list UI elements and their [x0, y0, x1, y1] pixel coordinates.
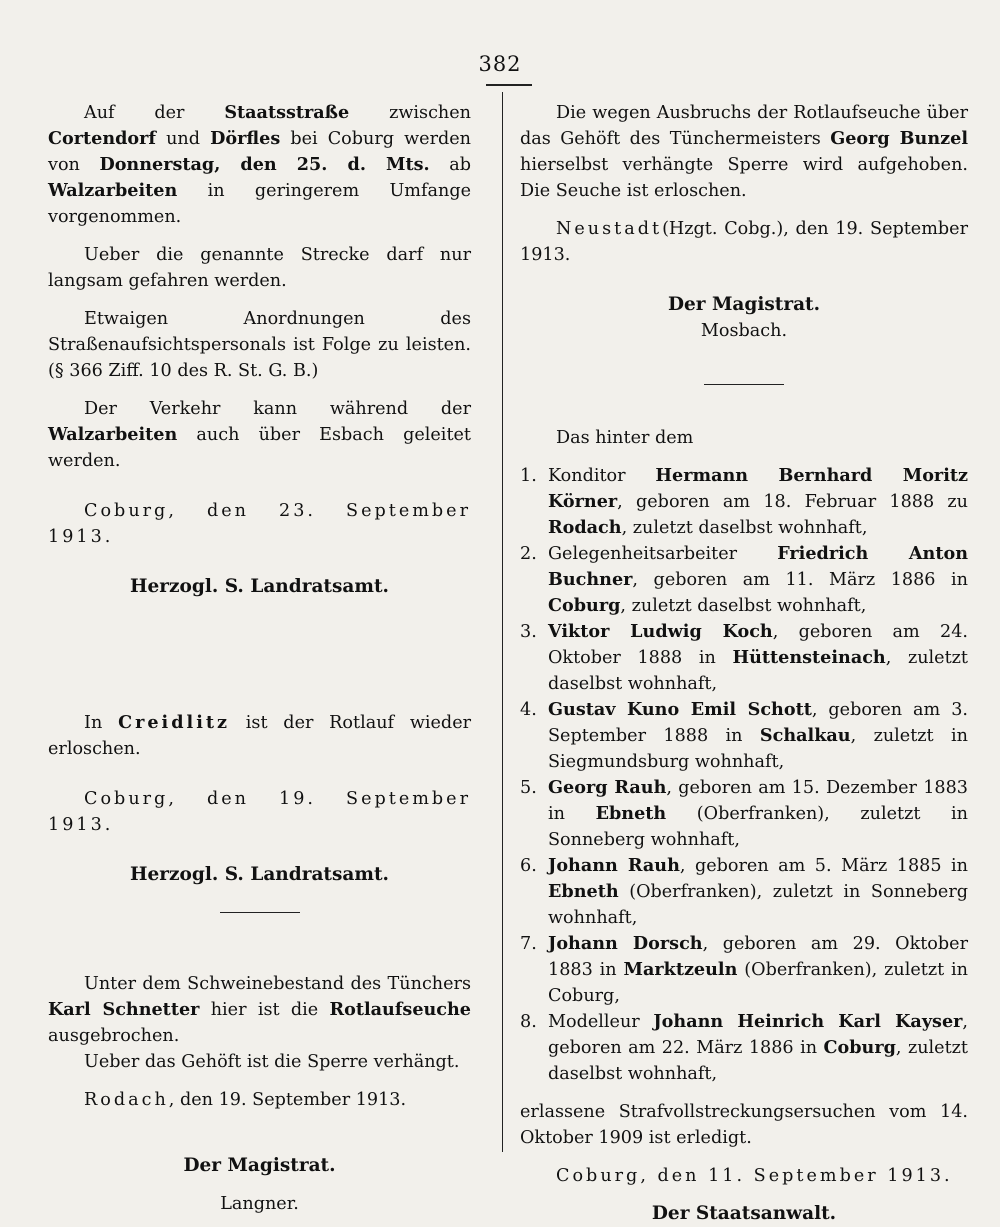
list-item: [520, 853, 968, 931]
list-item: [520, 463, 968, 541]
right-column: [520, 100, 968, 1227]
place-date: Rodach, den 19. September 1913.: [84, 1090, 407, 1110]
item-birth: , geboren am 15. Dezember 1883 in: [548, 778, 968, 824]
left-column: [48, 100, 471, 1217]
item-birth: , geboren am 11. März 1886 in: [632, 570, 968, 590]
notice-sperre-aufgehoben: [520, 100, 968, 385]
notice-paragraph: Die wegen Ausbruchs der Rotlaufseuche über das Gehöft des Tünchermeisters Georg Bunzel hierselbst verhängte Sperre wird aufgehoben. Die Seuche ist erloschen.: [520, 103, 968, 201]
notice-paragraph: Etwaigen Anordnungen des Straßenaufsichtspersonals ist Folge zu leisten. (§ 366 Ziff. 10 des R. St. G. B.): [48, 309, 471, 381]
item-name: Friedrich Anton Buchner: [548, 543, 969, 590]
notice-paragraph: Der Verkehr kann während der Walzarbeiten auch über Esbach geleitet werden.: [48, 399, 471, 471]
item-birth: , geboren am 24. Oktober 1888 in: [548, 622, 968, 668]
item-number: 6.: [520, 856, 537, 876]
place-date: Neustadt(Hzgt. Cobg.), den 19. September 1913.: [520, 219, 968, 265]
item-birth: , geboren am 29. Oktober 1883 in: [548, 934, 968, 980]
item-name: Hermann Bernhard Moritz Körner: [548, 465, 968, 512]
item-birthplace: Coburg: [548, 595, 621, 616]
column-divider: [502, 92, 503, 1152]
item-residence: (Oberfranken), zuletzt in Sonneberg wohnhaft,: [548, 804, 968, 850]
signer: Der Magistrat.: [183, 1155, 336, 1176]
item-residence: , zuletzt daselbst wohnhaft,: [621, 518, 868, 538]
item-occupation: Konditor: [548, 466, 656, 486]
notice-paragraph: Ueber das Gehöft ist die Sperre verhängt.: [84, 1052, 460, 1072]
item-residence: , zuletzt daselbst wohnhaft,: [548, 648, 969, 694]
item-occupation: Gelegenheitsarbeiter: [548, 544, 778, 564]
item-birthplace: Schalkau: [759, 725, 851, 746]
item-birthplace: Coburg: [823, 1037, 896, 1058]
item-birthplace: Hüttensteinach: [732, 647, 886, 668]
item-name: Gustav Kuno Emil Schott: [548, 699, 812, 720]
notice-rotlauf-creidlitz: [48, 710, 471, 913]
notice-closing: erlassene Strafvollstreckungsersuchen vom 14. Oktober 1909 ist erledigt.: [520, 1102, 968, 1148]
item-birth: , geboren am 3. September 1888 in: [548, 700, 968, 746]
notice-strafvollstreckung: [520, 425, 968, 1227]
notice-paragraph: In Creidlitz ist der Rotlauf wieder erloschen.: [48, 712, 472, 759]
item-residence: (Oberfranken), zuletzt in Coburg,: [548, 960, 969, 1006]
signer: Herzogl. S. Landratsamt.: [130, 576, 389, 597]
item-occupation: Modelleur: [548, 1012, 654, 1032]
item-number: 4.: [520, 700, 537, 720]
list-item: [520, 931, 968, 1009]
page-number-rule: [486, 84, 532, 86]
item-name: Johann Rauh: [548, 855, 680, 876]
item-number: 5.: [520, 778, 537, 798]
list-item: [520, 541, 968, 619]
item-birthplace: Ebneth: [548, 881, 619, 902]
signer: Der Magistrat.: [667, 294, 821, 315]
sub-signer: Mosbach.: [700, 321, 788, 341]
list-item: [520, 775, 968, 853]
sub-signer: Langner.: [220, 1194, 299, 1214]
item-number: 8.: [520, 1012, 537, 1032]
item-birth: , geboren am 18. Februar 1888 zu: [617, 492, 968, 512]
item-number: 2.: [520, 544, 537, 564]
item-residence: (Oberfranken), zuletzt in Sonneberg wohnhaft,: [548, 882, 968, 928]
notice-road-works: [48, 100, 471, 600]
list-item: [520, 1009, 968, 1087]
item-birth: , geboren am 22. März 1886 in: [548, 1012, 968, 1058]
list-item: [520, 697, 968, 775]
notice-rotlauf-schnetter: [48, 971, 471, 1217]
item-number: 7.: [520, 934, 537, 954]
item-residence: , zuletzt daselbst wohnhaft,: [548, 1038, 969, 1084]
place-date: Coburg, den 11. September 1913.: [556, 1166, 953, 1186]
place-date: Coburg, den 23. September 1913.: [48, 501, 471, 547]
notice-paragraph: Ueber die genannte Strecke darf nur langsam gefahren werden.: [48, 245, 471, 291]
item-birth: , geboren am 5. März 1885 in: [679, 856, 968, 876]
item-birthplace: Rodach: [548, 517, 622, 538]
page-number: 382: [478, 52, 522, 76]
signer: Herzogl. S. Landratsamt.: [130, 864, 389, 885]
item-birthplace: Ebneth: [595, 803, 667, 824]
notice-intro: Das hinter dem: [556, 428, 694, 448]
notice-paragraph: Auf der Staatsstraße zwischen Cortendorf und Dörfles bei Coburg werden von Donnerstag, den 25. d. Mts. ab Walzarbeiten in geringerem Umfange vorgenommen.: [48, 102, 471, 227]
item-birthplace: Marktzeuln: [623, 959, 738, 980]
person-list: [520, 463, 968, 1087]
item-name: Georg Rauh: [548, 777, 667, 798]
item-number: 3.: [520, 622, 537, 642]
item-number: 1.: [520, 466, 537, 486]
signer: Der Staatsanwalt.: [651, 1203, 837, 1224]
list-item: [520, 619, 968, 697]
notice-paragraph: Unter dem Schweinebestand des Tünchers Karl Schnetter hier ist die Rotlaufseuche ausgebrochen.: [48, 974, 471, 1046]
item-name: Johann Dorsch: [548, 933, 703, 954]
item-residence: , zuletzt in Siegmundsburg wohnhaft,: [548, 726, 968, 772]
item-residence: , zuletzt daselbst wohnhaft,: [620, 596, 867, 616]
item-name: Johann Heinrich Karl Kayser: [653, 1011, 963, 1032]
place-date: Coburg, den 19. September 1913.: [48, 789, 471, 835]
item-name: Viktor Ludwig Koch: [548, 621, 773, 642]
